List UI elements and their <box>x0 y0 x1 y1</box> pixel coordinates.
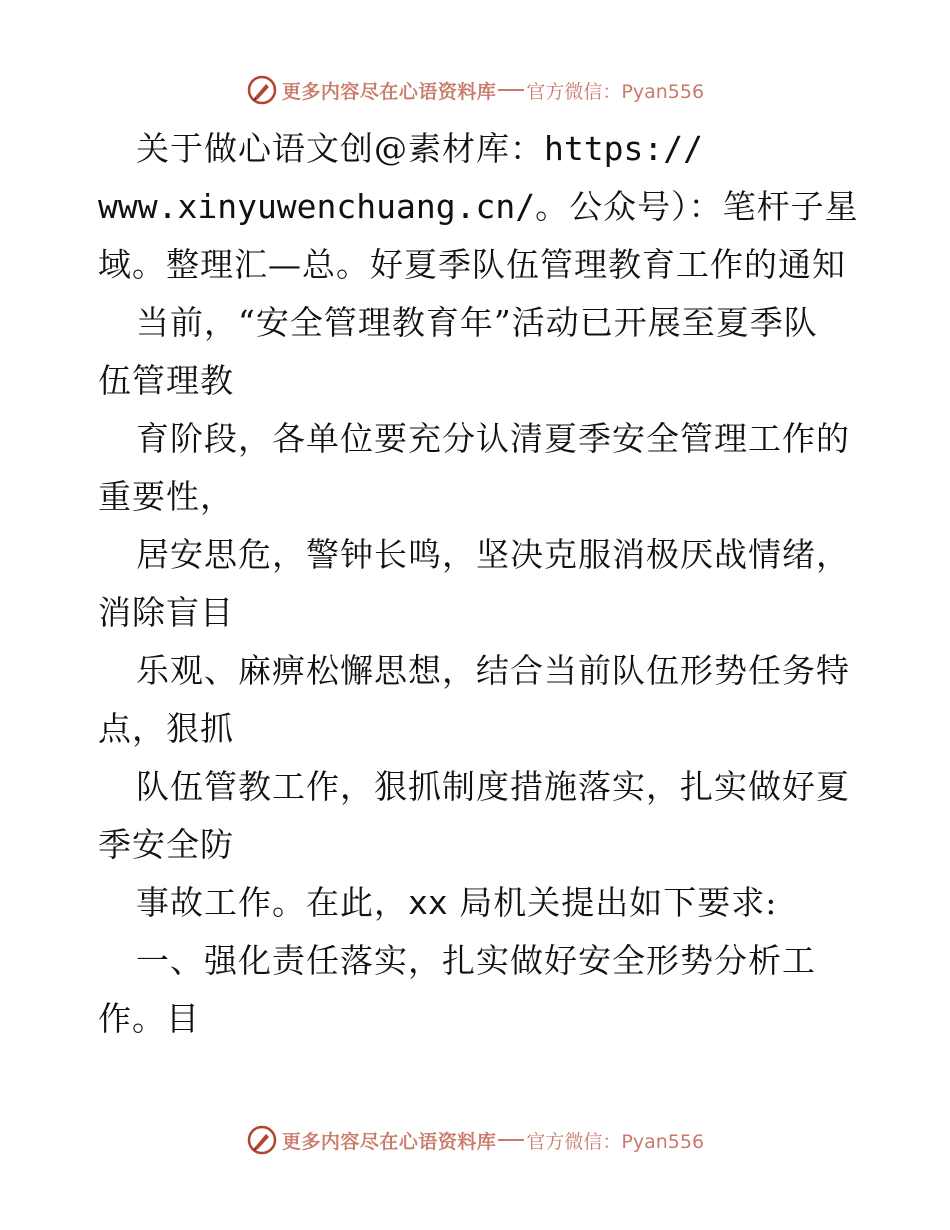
text-line: 育阶段，各单位要充分认清夏季安全管理工作的 <box>136 419 850 458</box>
url-text: https:// <box>544 129 703 168</box>
pen-logo-icon <box>246 1124 278 1156</box>
header-banner-dash <box>498 89 524 91</box>
footer-banner <box>0 1122 950 1158</box>
text-line: 重要性， <box>98 477 234 516</box>
footer-banner-wechat: 官方微信：Pyan556 <box>526 1130 705 1153</box>
header-banner-wechat: 官方微信：Pyan556 <box>526 80 705 103</box>
text-line: 关于做心语文创@素材库：https:// <box>136 129 703 168</box>
text-line: 事故工作。在此，xx 局机关提出如下要求: <box>136 883 778 922</box>
footer-banner-dash <box>498 1139 524 1141</box>
text-line: 乐观、麻痹松懈思想，结合当前队伍形势任务特 <box>136 651 850 690</box>
text-line: 居安思危，警钟长鸣，坚决克服消极厌战情绪， <box>136 535 850 574</box>
header-banner <box>0 72 950 108</box>
text-line: 作。目 <box>98 999 200 1038</box>
text-line: www.xinyuwenchuang.cn/。公众号）：笔杆子星 <box>98 187 859 226</box>
text-line: 当前，“安全管理教育年”活动已开展至夏季队 <box>136 303 818 342</box>
document-body <box>98 120 858 1048</box>
url-text: www.xinyuwenchuang.cn/ <box>98 187 536 226</box>
pen-logo-icon <box>246 74 278 106</box>
text-line: 点，狠抓 <box>98 709 234 748</box>
text-line: 消除盲目 <box>98 593 234 632</box>
text-line: 一、强化责任落实，扎实做好安全形势分析工 <box>136 941 816 980</box>
header-banner-text: 更多内容尽在心语资料库 <box>281 80 497 103</box>
text-line: 伍管理教 <box>98 361 234 400</box>
footer-banner-text: 更多内容尽在心语资料库 <box>281 1130 497 1153</box>
text-line: 队伍管教工作，狠抓制度措施落实，扎实做好夏 <box>136 767 850 806</box>
text-line: 季安全防 <box>98 825 234 864</box>
text-line: 域。整理汇—总。好夏季队伍管理教育工作的通知 <box>98 245 846 284</box>
